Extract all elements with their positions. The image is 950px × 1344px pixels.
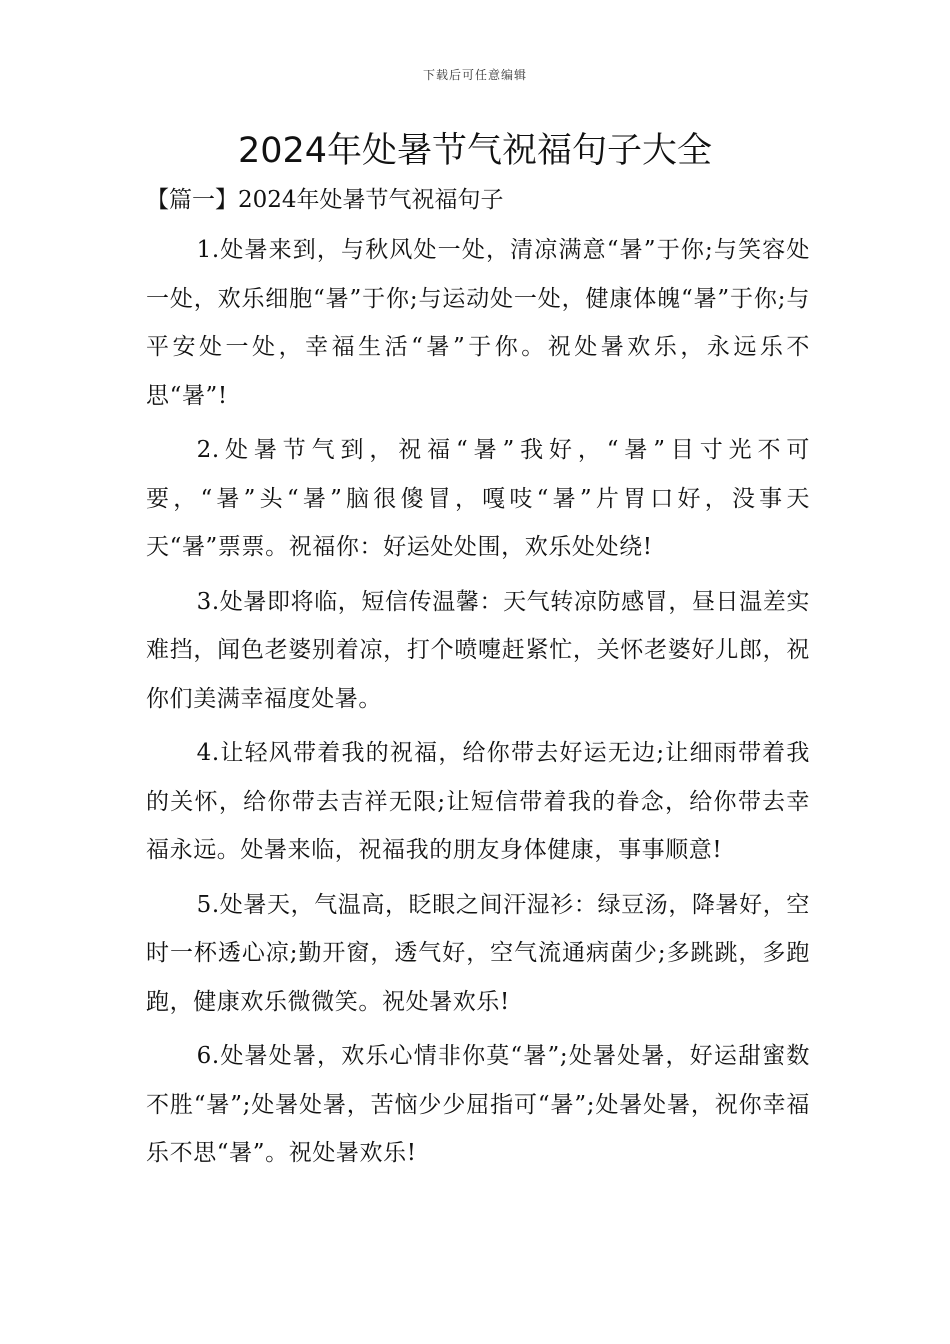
document-title: 2024年处暑节气祝福句子大全 bbox=[237, 131, 713, 171]
paragraph-1: 1.处暑来到，与秋风处一处，清凉满意“暑”于你;与笑容处一处，欢乐细胞“暑”于你;与运动处一处，健康体魄“暑”于你;与平安处一处，幸福生活“暑”于你。祝处暑欢乐，永远乐不思“暑”! bbox=[146, 237, 810, 409]
header-note: 下载后可任意编辑 bbox=[422, 68, 527, 82]
body-text bbox=[146, 226, 810, 1184]
paragraph-6: 6.处暑处暑，欢乐心情非你莫“暑”;处暑处暑，好运甜蜜数不胜“暑”;处暑处暑，苦恼少少屈指可“暑”;处暑处暑，祝你幸福乐不思“暑”。祝处暑欢乐! bbox=[146, 1043, 810, 1166]
paragraph-5: 5.处暑天，气温高，眨眼之间汗湿衫：绿豆汤，降暑好，空时一杯透心凉;勤开窗，透气好，空气流通病菌少;多跳跳，多跑跑，健康欢乐微微笑。祝处暑欢乐! bbox=[146, 891, 810, 1015]
paragraph-2: 2.处暑节气到，祝福“暑”我好，“暑”目寸光不可要，“暑”头“暑”脑很傻冒，嘎吱“暑”片胃口好，没事天天“暑”票票。祝福你：好运处处围，欢乐处处绕! bbox=[146, 437, 810, 560]
paragraph-4: 4.让轻风带着我的祝福，给你带去好运无边;让细雨带着我的关怀，给你带去吉祥无限;让短信带着我的眷念，给你带去幸福永远。处暑来临，祝福我的朋友身体健康，事事顺意! bbox=[146, 740, 810, 863]
section-heading: 【篇一】2024年处暑节气祝福句子 bbox=[146, 187, 504, 213]
paragraph-3: 3.处暑即将临，短信传温馨：天气转凉防感冒，昼日温差实难挡，闻色老婆别着凉，打个喷嚏赶紧忙，关怀老婆好儿郎，祝你们美满幸福度处暑。 bbox=[146, 588, 810, 712]
